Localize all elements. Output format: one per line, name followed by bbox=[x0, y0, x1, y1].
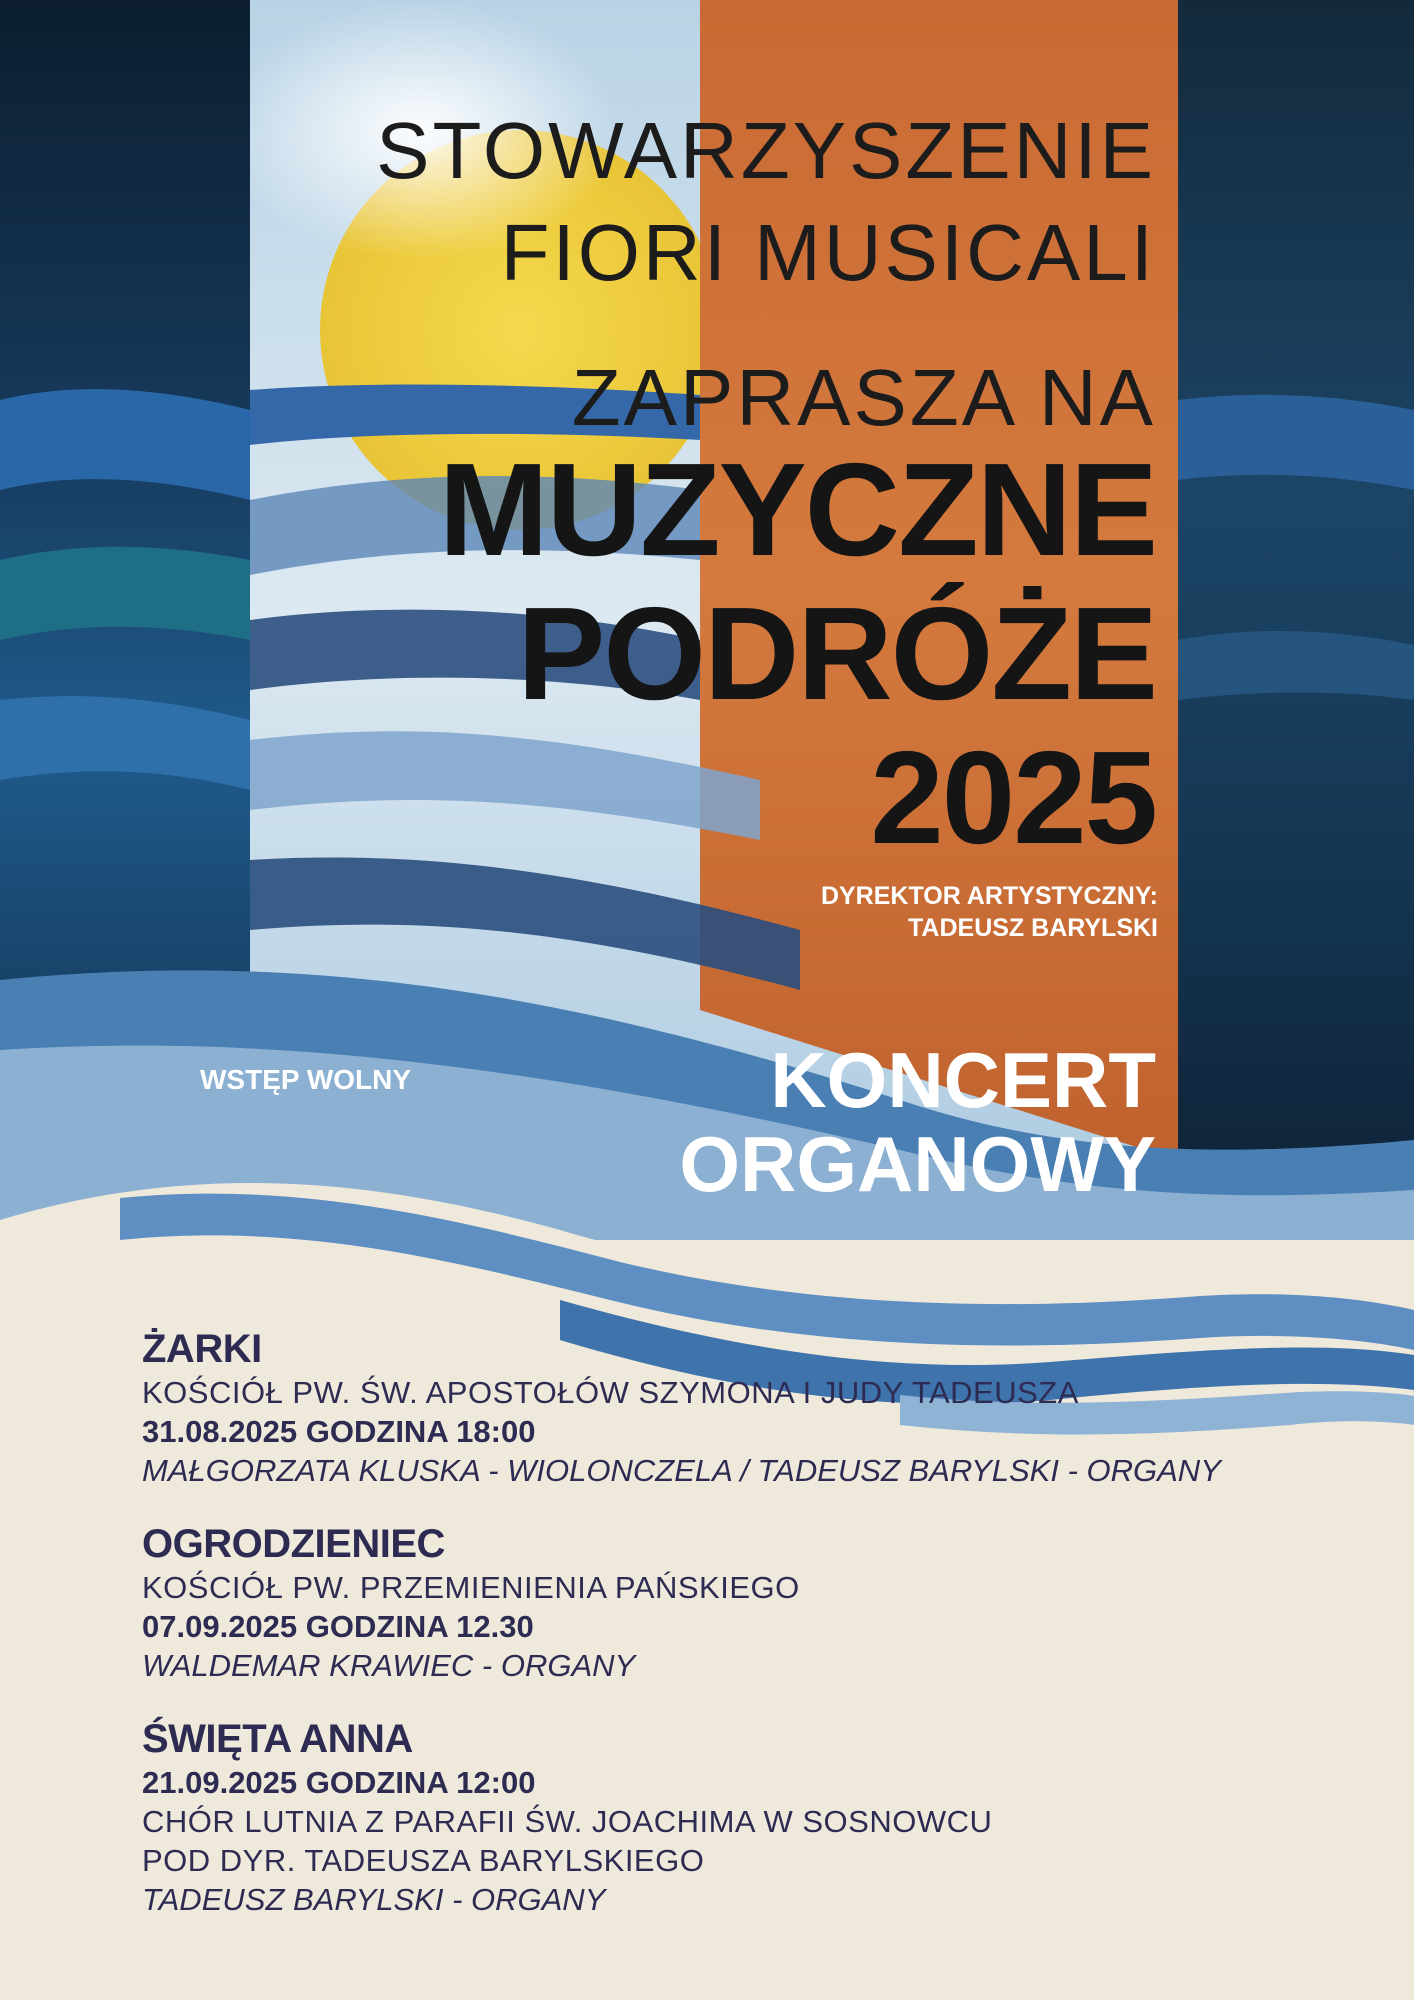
header-line-name: FIORI MUSICALI bbox=[500, 208, 1156, 297]
festival-title-line2: PODRÓŻE bbox=[517, 580, 1156, 727]
event-choir-line1: CHÓR LUTNIA Z PARAFII ŚW. JOACHIMA W SOSNOWCU bbox=[142, 1804, 993, 1839]
director-label: DYREKTOR ARTYSTYCZNY: bbox=[820, 882, 1158, 910]
event-town: ŻARKI bbox=[142, 1327, 262, 1371]
header-line-invite: ZAPRASZA NA bbox=[571, 353, 1156, 442]
event-datetime: 31.08.2025 GODZINA 18:00 bbox=[142, 1414, 536, 1449]
event-performers: WALDEMAR KRAWIEC - ORGANY bbox=[142, 1648, 636, 1683]
event-town: ŚWIĘTA ANNA bbox=[142, 1717, 413, 1761]
free-entry-note: WSTĘP WOLNY bbox=[200, 1064, 412, 1095]
festival-title-line1: MUZYCZNE bbox=[438, 436, 1156, 583]
concert-title-line2: ORGANOWY bbox=[679, 1120, 1156, 1208]
director-name: TADEUSZ BARYLSKI bbox=[908, 914, 1158, 942]
event-item bbox=[142, 1520, 1342, 1685]
event-choir-line2: POD DYR. TADEUSZA BARYLSKIEGO bbox=[142, 1843, 705, 1878]
festival-year: 2025 bbox=[870, 724, 1156, 871]
event-item bbox=[142, 1715, 1342, 1919]
event-performers: TADEUSZ BARYLSKI - ORGANY bbox=[142, 1882, 606, 1917]
event-venue: KOŚCIÓŁ PW. PRZEMIENIENIA PAŃSKIEGO bbox=[142, 1570, 800, 1605]
event-datetime: 07.09.2025 GODZINA 12.30 bbox=[142, 1609, 534, 1644]
event-item bbox=[142, 1325, 1342, 1490]
event-list bbox=[142, 1325, 1342, 1949]
event-datetime: 21.09.2025 GODZINA 12:00 bbox=[142, 1765, 536, 1800]
header-line-association: STOWARZYSZENIE bbox=[376, 106, 1156, 195]
event-town: OGRODZIENIEC bbox=[142, 1522, 445, 1566]
event-venue: KOŚCIÓŁ PW. ŚW. APOSTOŁÓW SZYMONA I JUDY TADEUSZA bbox=[142, 1375, 1079, 1410]
concert-title-line1: KONCERT bbox=[770, 1036, 1156, 1124]
event-performers: MAŁGORZATA KLUSKA - WIOLONCZELA / TADEUSZ BARYLSKI - ORGANY bbox=[142, 1453, 1221, 1488]
